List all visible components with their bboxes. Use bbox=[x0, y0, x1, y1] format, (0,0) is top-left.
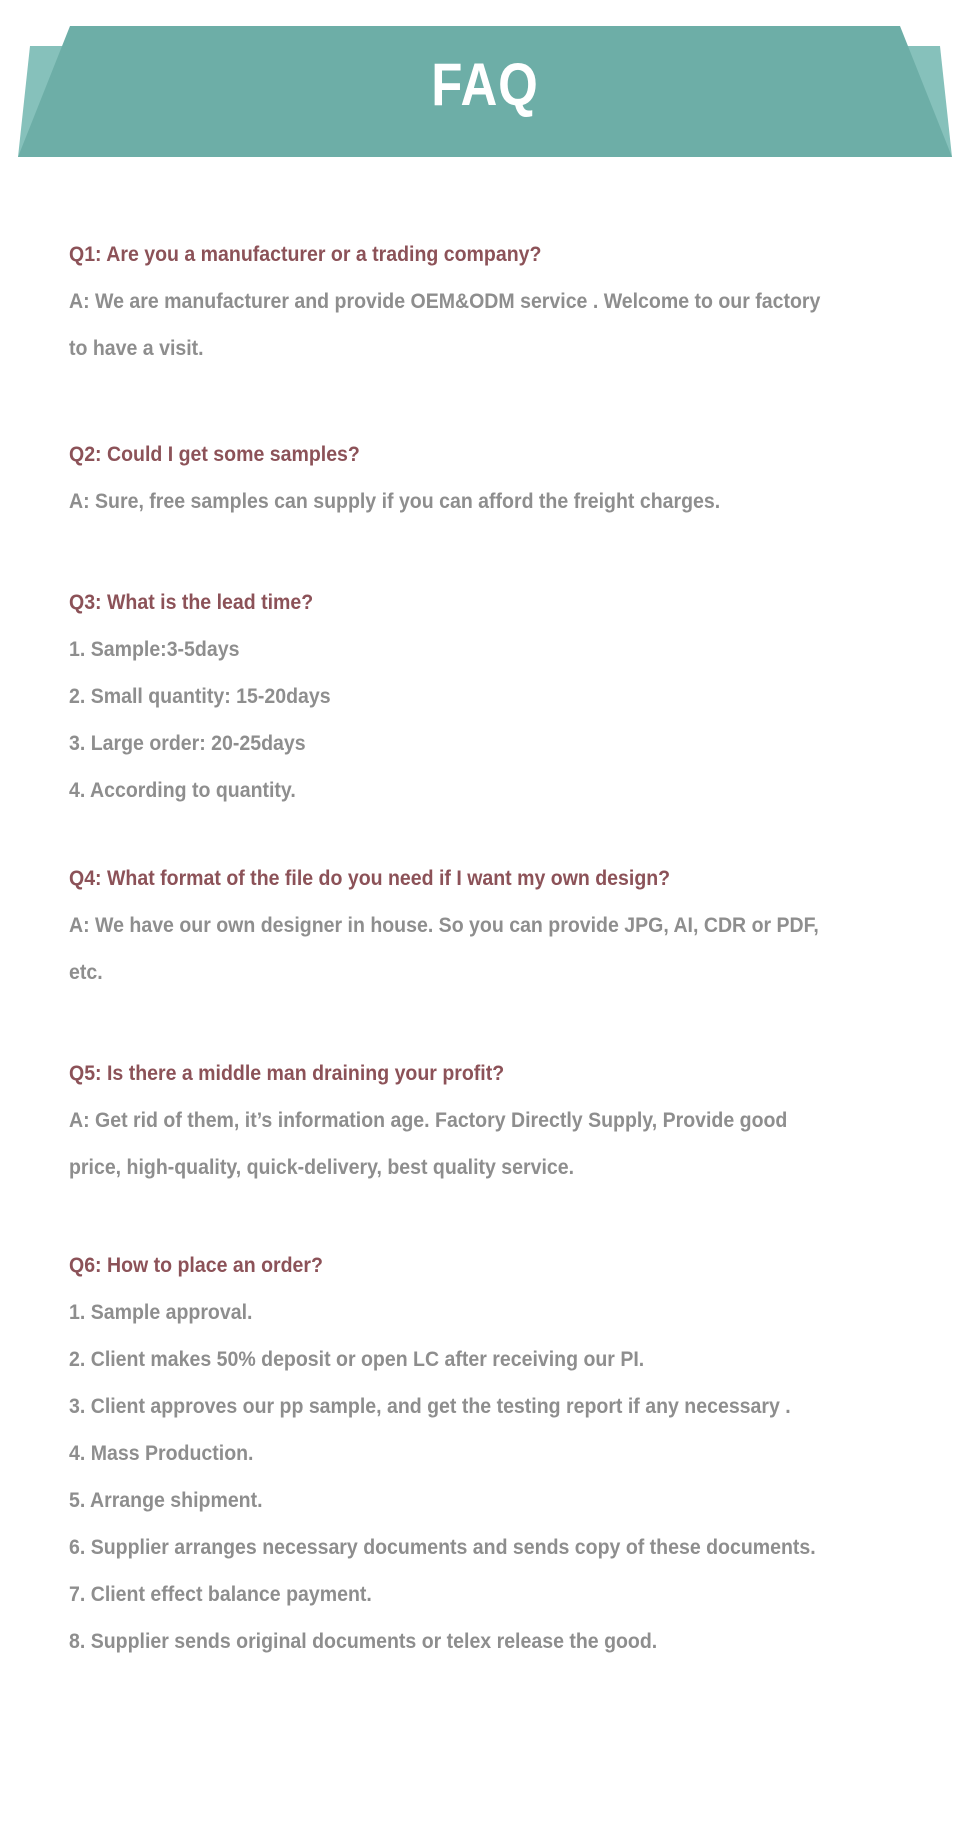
answer-q3 bbox=[69, 626, 860, 814]
answer-line: 4. According to quantity. bbox=[69, 779, 296, 802]
answer-q5 bbox=[69, 1097, 860, 1191]
answer-line: 6. Supplier arranges necessary documents and sends copy of these documents. bbox=[69, 1536, 816, 1559]
page-title: FAQ bbox=[431, 51, 539, 118]
question-q5: Q5: Is there a middle man draining your profit? bbox=[69, 1062, 505, 1085]
answer-q2 bbox=[69, 478, 860, 525]
faq-item-q1 bbox=[69, 231, 919, 372]
answer-line: 5. Arrange shipment. bbox=[69, 1489, 263, 1512]
faq-item-q5 bbox=[69, 1050, 919, 1191]
question-q1: Q1: Are you a manufacturer or a trading company? bbox=[69, 243, 542, 266]
answer-line: A: We have our own designer in house. So you can provide JPG, AI, CDR or PDF, bbox=[69, 914, 819, 937]
faq-item-q6 bbox=[69, 1242, 919, 1665]
question-q4: Q4: What format of the file do you need if I want my own design? bbox=[69, 867, 671, 890]
answer-line: price, high-quality, quick-delivery, best quality service. bbox=[69, 1156, 575, 1179]
answer-q4 bbox=[69, 902, 860, 996]
faq-item-q3 bbox=[69, 579, 919, 814]
question-q3: Q3: What is the lead time? bbox=[69, 591, 314, 614]
question-q6: Q6: How to place an order? bbox=[69, 1254, 323, 1277]
answer-q6 bbox=[69, 1289, 860, 1665]
answer-q1 bbox=[69, 278, 860, 372]
answer-line: A: We are manufacturer and provide OEM&ODM service . Welcome to our factory bbox=[69, 290, 821, 313]
answer-line: to have a visit. bbox=[69, 337, 204, 360]
faq-item-q2 bbox=[69, 431, 919, 525]
answer-line: 7. Client effect balance payment. bbox=[69, 1583, 372, 1606]
answer-line: 2. Client makes 50% deposit or open LC after receiving our PI. bbox=[69, 1348, 645, 1371]
answer-line: 2. Small quantity: 15-20days bbox=[69, 685, 331, 708]
faq-item-q4 bbox=[69, 855, 919, 996]
answer-line: 8. Supplier sends original documents or telex release the good. bbox=[69, 1630, 658, 1653]
answer-line: A: Get rid of them, it’s information age. Factory Directly Supply, Provide good bbox=[69, 1109, 788, 1132]
answer-line: A: Sure, free samples can supply if you can afford the freight charges. bbox=[69, 490, 721, 513]
answer-line: 3. Client approves our pp sample, and get the testing report if any necessary . bbox=[69, 1395, 791, 1418]
answer-line: 4. Mass Production. bbox=[69, 1442, 254, 1465]
question-q2: Q2: Could I get some samples? bbox=[69, 443, 360, 466]
faq-banner bbox=[0, 0, 970, 170]
answer-line: etc. bbox=[69, 961, 103, 984]
answer-line: 1. Sample approval. bbox=[69, 1301, 253, 1324]
answer-line: 1. Sample:3-5days bbox=[69, 638, 240, 661]
answer-line: 3. Large order: 20-25days bbox=[69, 732, 306, 755]
